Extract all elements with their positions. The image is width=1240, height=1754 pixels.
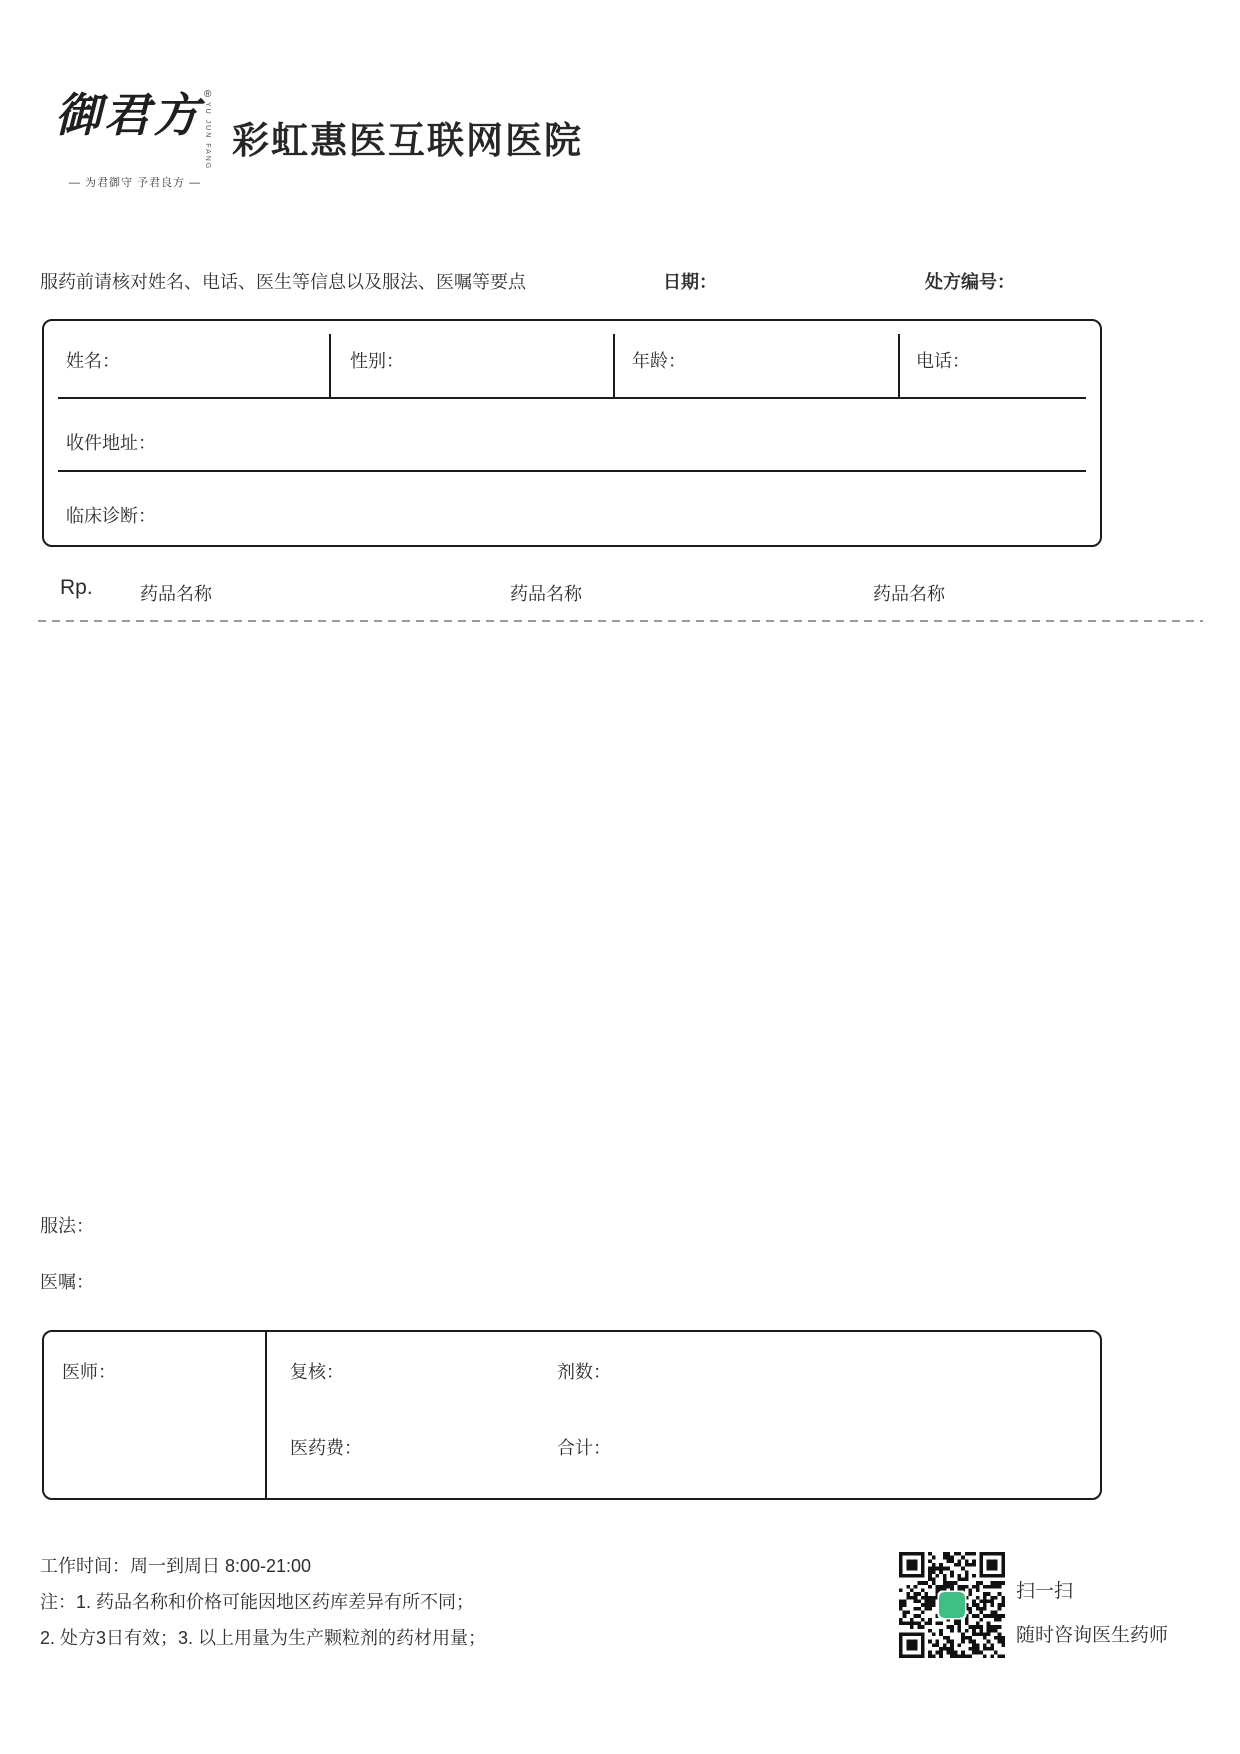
- usage-label: 服法：: [40, 1216, 94, 1236]
- divider: [329, 334, 331, 397]
- physician-label: 医师：: [62, 1362, 116, 1382]
- drug-name-column-3: 药品名称: [873, 584, 945, 604]
- verification-notice: 服药前请核对姓名、电话、医生等信息以及服法、医嘱等要点: [40, 272, 526, 292]
- doctor-advice-label: 医嘱：: [40, 1272, 94, 1292]
- registered-trademark-icon: ®: [204, 89, 212, 100]
- footer-note-2: 2. 处方3日有效；3. 以上用量为生产颗粒剂的药材用量；: [40, 1628, 487, 1648]
- brand-logo-text: 御君方: [55, 88, 202, 142]
- divider: [898, 334, 900, 397]
- drug-name-column-2: 药品名称: [510, 584, 582, 604]
- divider: [265, 1332, 267, 1498]
- patient-info-box: [42, 319, 1102, 547]
- shipping-address-label: 收件地址：: [66, 433, 156, 453]
- hospital-title: 彩虹惠医互联网医院: [232, 120, 583, 161]
- date-label: 日期：: [663, 272, 717, 292]
- brand-logo-pinyin: YU JUN FANG: [204, 102, 212, 171]
- brand-logo: [55, 90, 215, 190]
- age-label: 年龄：: [632, 351, 686, 371]
- divider: [58, 397, 1086, 399]
- gender-label: 性别：: [350, 351, 404, 371]
- divider: [58, 470, 1086, 472]
- doses-label: 剂数：: [557, 1362, 611, 1382]
- brand-tagline: — 为君御守 予君良方 —: [68, 177, 202, 190]
- name-label: 姓名：: [66, 351, 120, 371]
- medical-fee-label: 医药费：: [290, 1438, 362, 1458]
- footer-note-1: 注：1. 药品名称和价格可能因地区药库差异有所不同；: [40, 1592, 475, 1612]
- dashed-separator: [38, 620, 1203, 622]
- prescription-number-label: 处方编号：: [925, 272, 1015, 292]
- working-hours: 工作时间：周一到周日 8:00-21:00: [40, 1556, 312, 1576]
- qr-code: [899, 1552, 1005, 1658]
- review-label: 复核：: [290, 1362, 344, 1382]
- scan-me-label: 扫一扫: [1016, 1581, 1074, 1602]
- signoff-box: [42, 1330, 1102, 1500]
- total-label: 合计：: [557, 1438, 611, 1458]
- rp-label: Rp.: [60, 576, 93, 599]
- divider: [613, 334, 615, 397]
- clinical-diagnosis-label: 临床诊断：: [66, 506, 156, 526]
- drug-name-column-1: 药品名称: [140, 584, 212, 604]
- scan-subtitle-label: 随时咨询医生药师: [1016, 1625, 1169, 1646]
- phone-label: 电话：: [916, 351, 970, 371]
